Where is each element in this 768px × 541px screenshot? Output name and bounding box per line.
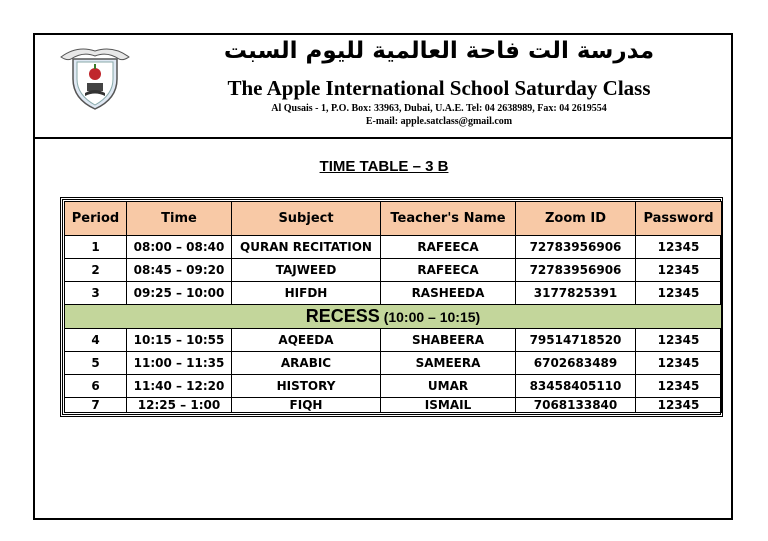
column-zoom-id-cell: 79514718520 xyxy=(516,329,636,352)
table-row xyxy=(65,352,722,375)
school-address: Al Qusais - 1, P.O. Box: 33963, Dubai, U.A.E. Tel: 04 2638989, Fax: 04 2619554 xyxy=(271,103,607,114)
recess-label: RECESS xyxy=(305,306,380,326)
column-subject-cell: HIFDH xyxy=(232,282,381,305)
column-password-cell: 12345 xyxy=(636,236,722,259)
table-header-row xyxy=(65,202,722,236)
table-row xyxy=(65,375,722,398)
table-row xyxy=(65,236,722,259)
column-password-cell: 12345 xyxy=(636,259,722,282)
column-period-cell: 2 xyxy=(65,259,127,282)
recess-row xyxy=(65,305,722,329)
column-zoom-id-header: Zoom ID xyxy=(516,202,636,236)
column-teacher-header: Teacher's Name xyxy=(381,202,516,236)
recess-cell xyxy=(65,305,722,329)
column-period-header: Period xyxy=(65,202,127,236)
column-time-cell: 12:25 – 1:00 xyxy=(127,398,232,413)
school-crest-icon xyxy=(59,43,131,111)
column-period-cell: 3 xyxy=(65,282,127,305)
column-subject-cell: QURAN RECITATION xyxy=(232,236,381,259)
column-subject-cell: TAJWEED xyxy=(232,259,381,282)
column-teacher-cell: SAMEERA xyxy=(381,352,516,375)
column-zoom-id-cell: 7068133840 xyxy=(516,398,636,413)
column-time-cell: 08:00 – 08:40 xyxy=(127,236,232,259)
table-row xyxy=(65,259,722,282)
column-time-cell: 11:40 – 12:20 xyxy=(127,375,232,398)
column-password-cell: 12345 xyxy=(636,352,722,375)
column-subject-cell: ARABIC xyxy=(232,352,381,375)
column-password-cell: 12345 xyxy=(636,282,722,305)
timetable-grid xyxy=(64,201,722,413)
column-zoom-id-cell: 83458405110 xyxy=(516,375,636,398)
column-time-cell: 10:15 – 10:55 xyxy=(127,329,232,352)
column-teacher-cell: UMAR xyxy=(381,375,516,398)
school-name-arabic: مدرسة الت فاحة العالمية لليوم السبت xyxy=(223,38,655,64)
column-subject-cell: FIQH xyxy=(232,398,381,413)
column-period-cell: 6 xyxy=(65,375,127,398)
column-zoom-id-cell: 6702683489 xyxy=(516,352,636,375)
column-subject-cell: AQEEDA xyxy=(232,329,381,352)
column-time-cell: 11:00 – 11:35 xyxy=(127,352,232,375)
timetable-title: TIME TABLE – 3 B xyxy=(319,158,449,175)
column-subject-cell: HISTORY xyxy=(232,375,381,398)
school-email: E-mail: apple.satclass@gmail.com xyxy=(365,116,513,127)
column-teacher-cell: ISMAIL xyxy=(381,398,516,413)
column-teacher-cell: RAFEECA xyxy=(381,259,516,282)
column-zoom-id-cell: 72783956906 xyxy=(516,259,636,282)
column-period-cell: 1 xyxy=(65,236,127,259)
column-password-cell: 12345 xyxy=(636,375,722,398)
table-row xyxy=(65,282,722,305)
column-zoom-id-cell: 3177825391 xyxy=(516,282,636,305)
column-time-cell: 08:45 – 09:20 xyxy=(127,259,232,282)
column-teacher-cell: SHABEERA xyxy=(381,329,516,352)
column-subject-header: Subject xyxy=(232,202,381,236)
column-password-cell: 12345 xyxy=(636,329,722,352)
header-divider xyxy=(35,137,731,139)
column-period-cell: 5 xyxy=(65,352,127,375)
column-time-cell: 09:25 – 10:00 xyxy=(127,282,232,305)
column-teacher-cell: RASHEEDA xyxy=(381,282,516,305)
column-password-cell: 12345 xyxy=(636,398,722,413)
column-period-cell: 7 xyxy=(65,398,127,413)
timetable xyxy=(60,197,723,417)
column-zoom-id-cell: 72783956906 xyxy=(516,236,636,259)
table-row xyxy=(65,329,722,352)
column-period-cell: 4 xyxy=(65,329,127,352)
column-teacher-cell: RAFEECA xyxy=(381,236,516,259)
column-time-header: Time xyxy=(127,202,232,236)
table-row xyxy=(65,398,722,413)
recess-time: (10:00 – 10:15) xyxy=(379,309,481,325)
column-password-header: Password xyxy=(636,202,722,236)
school-name-english: The Apple International School Saturday Class xyxy=(227,76,651,100)
